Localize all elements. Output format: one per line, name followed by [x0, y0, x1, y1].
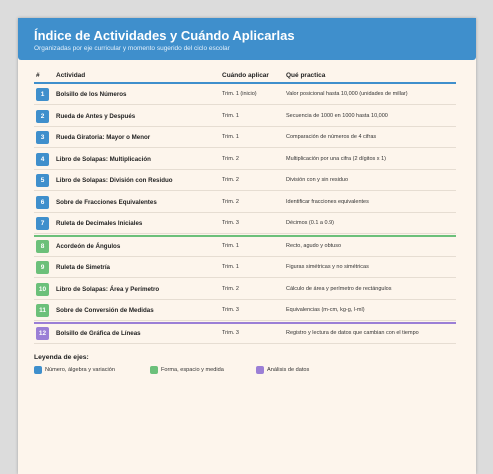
page-header	[18, 18, 476, 60]
table-row	[34, 193, 456, 213]
when-to-apply: Trim. 1 (inicio)	[222, 91, 257, 97]
table-row	[34, 214, 456, 234]
when-to-apply: Trim. 2	[222, 155, 239, 162]
table-row	[34, 85, 456, 105]
row-number-badge: 2	[36, 110, 49, 123]
practice-description: Equivalencias (m-cm, kg-g, l-ml)	[286, 307, 365, 313]
practice-description: División con y sin residuo	[286, 177, 349, 183]
activity-name: Bolsillo de Gráfica de Líneas	[56, 329, 141, 337]
column-header-activity: Actividad	[56, 72, 86, 79]
activity-name: Rueda Giratoria: Mayor o Menor	[56, 134, 151, 141]
when-to-apply: Trim. 2	[222, 177, 239, 183]
when-to-apply: Trim. 2	[222, 285, 239, 292]
activity-name: Libro de Solapas: División con Residuo	[56, 177, 173, 184]
practice-description: Secuencia de 1000 en 1000 hasta 10,000	[286, 112, 388, 119]
row-number-badge: 10	[36, 283, 49, 296]
practice-description: Multiplicación por una cifra (2 dígitos x 1)	[286, 155, 386, 162]
legend-title: Leyenda de ejes:	[34, 354, 89, 361]
activity-name: Rueda de Antes y Después	[56, 112, 136, 120]
row-number-badge: 1	[36, 88, 49, 101]
when-to-apply: Trim. 2	[222, 198, 239, 205]
row-number-badge: 9	[36, 261, 49, 274]
practice-description: Décimos (0.1 a 0.9)	[286, 220, 334, 226]
table-row	[34, 301, 456, 321]
when-to-apply: Trim. 1	[222, 112, 239, 119]
activity-name: Sobre de Fracciones Equivalentes	[56, 198, 157, 206]
document-page	[18, 18, 476, 474]
practice-description: Figuras simétricas y no simétricas	[286, 264, 369, 270]
activity-name: Bolsillo de los Números	[56, 91, 127, 98]
column-header-when: Cuándo aplicar	[222, 72, 269, 79]
header-rule	[34, 82, 456, 84]
row-number-badge: 6	[36, 196, 49, 209]
when-to-apply: Trim. 3	[222, 220, 239, 226]
when-to-apply: Trim. 1	[222, 264, 239, 270]
row-number-badge: 11	[36, 304, 49, 317]
page-title: Índice de Actividades y Cuándo Aplicarlas	[34, 28, 295, 43]
row-number-badge: 8	[36, 240, 49, 253]
practice-description: Recto, agudo y obtuso	[286, 242, 342, 249]
legend-label: Análisis de datos	[267, 367, 310, 373]
row-number-badge: 12	[36, 327, 49, 340]
legend-swatch	[34, 366, 42, 374]
legend-label: Forma, espacio y medida	[161, 367, 224, 373]
table-row	[34, 280, 456, 300]
table-row	[34, 128, 456, 148]
activity-name: Libro de Solapas: Multiplicación	[56, 155, 151, 163]
activity-name: Libro de Solapas: Área y Perímetro	[56, 285, 160, 293]
practice-description: Valor posicional hasta 10,000 (unidades de millar)	[286, 91, 408, 97]
practice-description: Comparación de números de 4 cifras	[286, 134, 377, 140]
row-number-badge: 3	[36, 131, 49, 144]
column-header-practice: Qué practica	[286, 72, 326, 79]
table-row	[34, 258, 456, 278]
legend-swatch	[256, 366, 264, 374]
row-number-badge: 7	[36, 217, 49, 230]
page-subtitle: Organizadas por eje curricular y momento sugerido del ciclo escolar	[34, 45, 230, 52]
row-number-badge: 5	[36, 174, 49, 187]
legend-label: Número, álgebra y variación	[45, 367, 115, 373]
table-row	[34, 237, 456, 257]
when-to-apply: Trim. 1	[222, 242, 239, 249]
activity-name: Sobre de Conversión de Medidas	[56, 307, 154, 314]
when-to-apply: Trim. 1	[222, 134, 239, 140]
table-row	[34, 150, 456, 170]
legend-swatch	[150, 366, 158, 374]
table-row	[34, 171, 456, 191]
activity-name: Ruleta de Simetría	[56, 264, 110, 271]
column-header-number: #	[36, 72, 40, 79]
when-to-apply: Trim. 3	[222, 307, 239, 313]
practice-description: Identificar fracciones equivalentes	[286, 198, 369, 205]
when-to-apply: Trim. 3	[222, 329, 239, 336]
practice-description: Registro y lectura de datos que cambian con el tiempo	[286, 329, 419, 336]
table-row	[34, 107, 456, 127]
activity-name: Ruleta de Decimales Iniciales	[56, 220, 143, 227]
practice-description: Cálculo de área y perímetro de rectángulos	[286, 285, 392, 292]
table-row	[34, 324, 456, 344]
activity-name: Acordeón de Ángulos	[56, 242, 121, 250]
row-number-badge: 4	[36, 153, 49, 166]
